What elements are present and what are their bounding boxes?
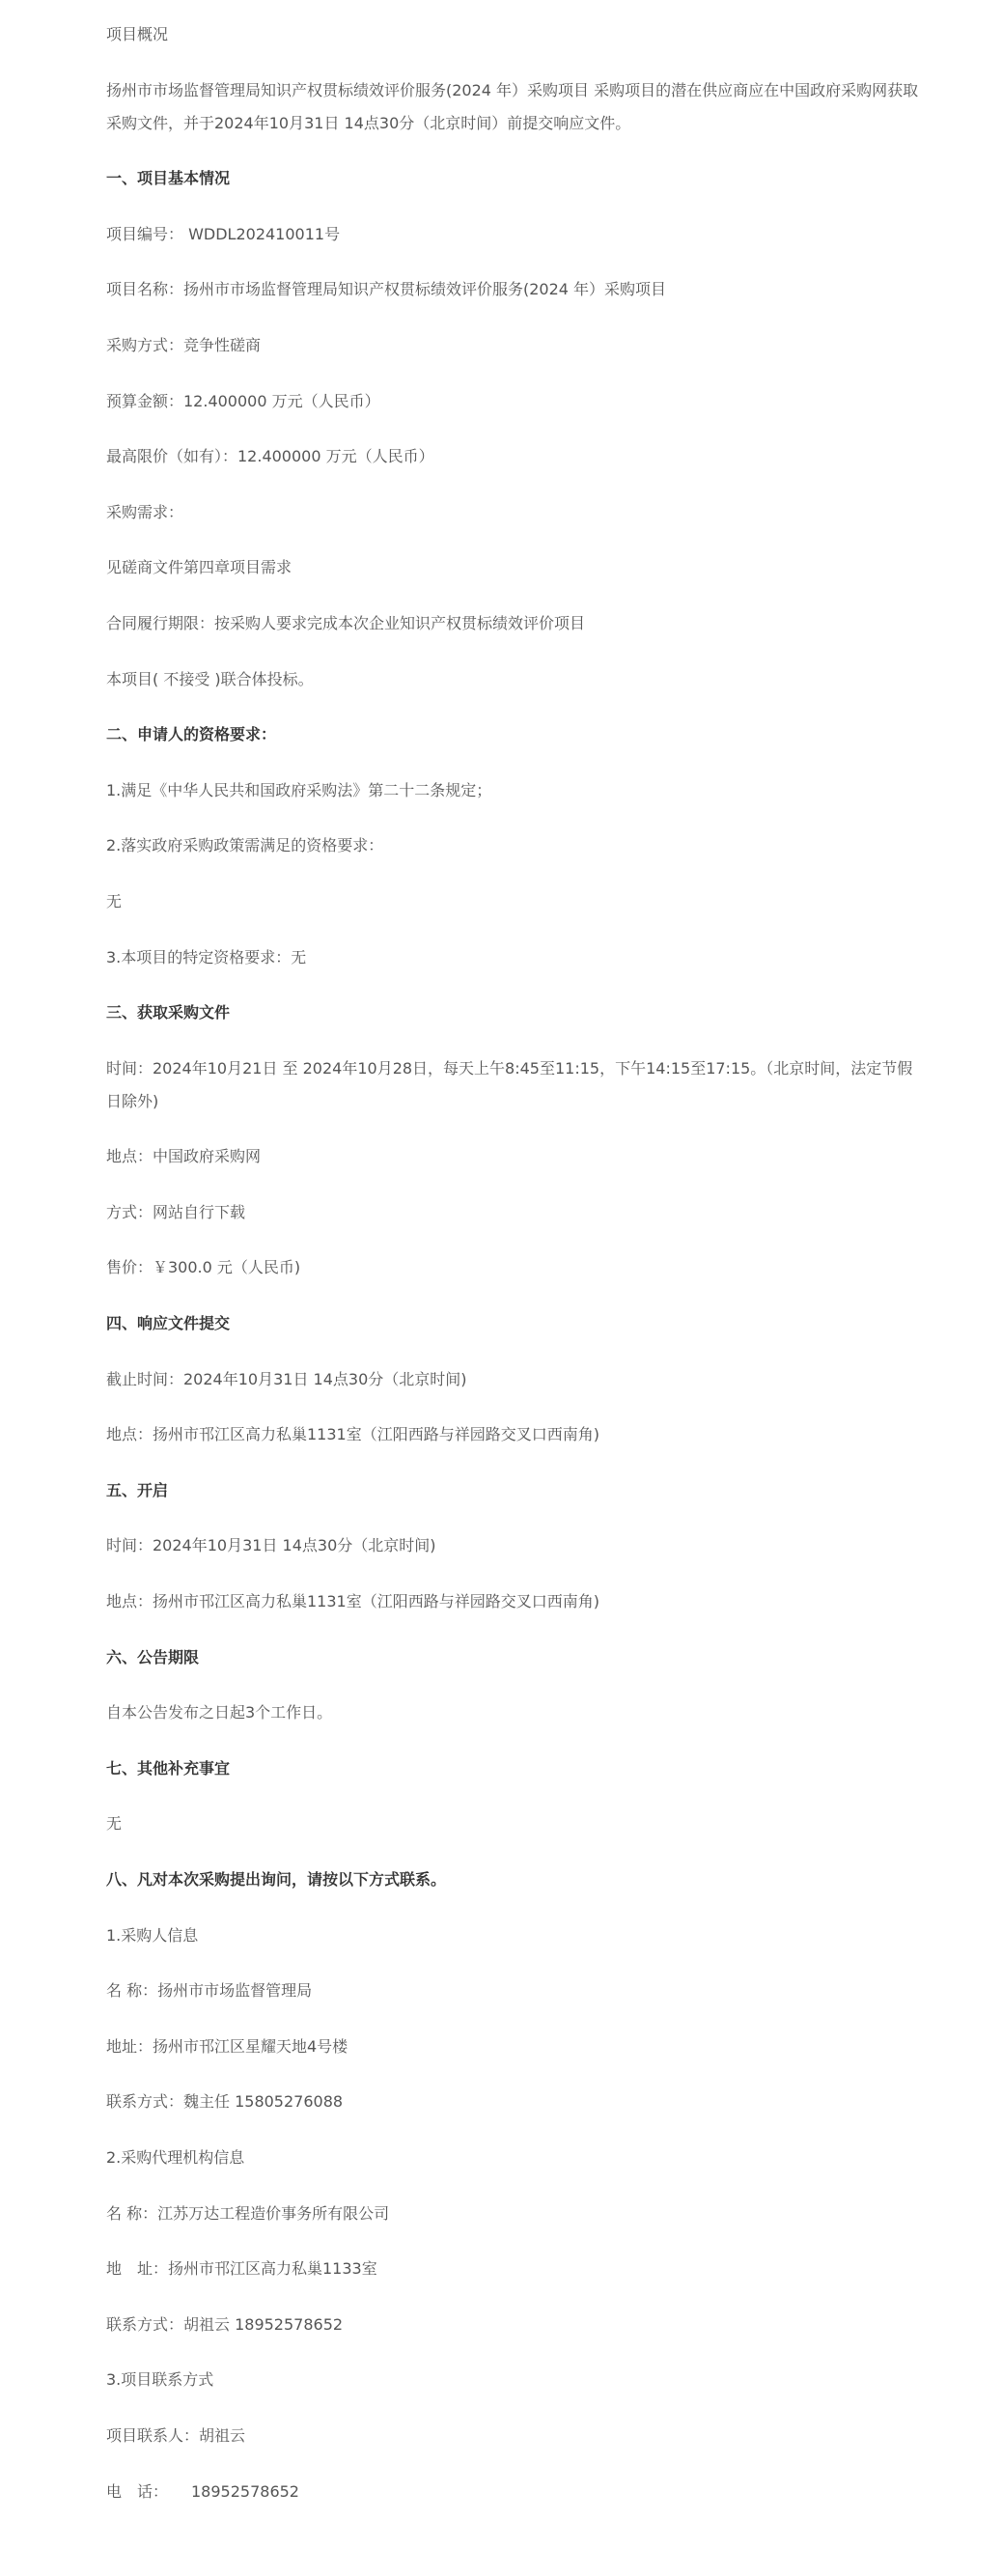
other-matters-value: 无 — [106, 1814, 123, 1833]
qualification-3: 3.本项目的特定资格要求：无 — [106, 948, 307, 966]
section-3-title: 三、获取采购文件 — [106, 1003, 231, 1022]
section-4-title: 四、响应文件提交 — [106, 1314, 231, 1332]
section-1-title: 一、项目基本情况 — [106, 169, 231, 187]
buyer-info-title: 1.采购人信息 — [106, 1926, 199, 1945]
agency-info-title: 2.采购代理机构信息 — [106, 2148, 245, 2167]
section-6-title: 六、公告期限 — [106, 1648, 200, 1666]
opening-time: 时间：2024年10月31日 14点30分（北京时间) — [106, 1536, 436, 1554]
section-8-title: 八、凡对本次采购提出询问，请按以下方式联系。 — [106, 1870, 447, 1889]
project-contact-person: 项目联系人：胡祖云 — [106, 2426, 246, 2445]
project-contact-title: 3.项目联系方式 — [106, 2370, 214, 2389]
agency-address: 地 址：扬州市邗江区高力私巢1133室 — [106, 2259, 377, 2278]
qualification-2: 2.落实政府采购政策需满足的资格要求： — [106, 836, 384, 854]
overview-title: 项目概况 — [106, 25, 169, 43]
max-price: 最高限价（如有）：12.400000 万元（人民币） — [106, 447, 434, 465]
agency-name: 名 称：江苏万达工程造价事务所有限公司 — [106, 2204, 390, 2223]
opening-place: 地点：扬州市邗江区高力私巢1131室（江阳西路与祥园路交叉口西南角) — [106, 1592, 599, 1610]
qualification-2-value: 无 — [106, 892, 123, 910]
get-document-place: 地点：中国政府采购网 — [106, 1147, 262, 1165]
requirement-text: 见磋商文件第四章项目需求 — [106, 558, 292, 576]
contract-term: 合同履行期限：按采购人要求完成本次企业知识产权贯标绩效评价项目 — [106, 614, 586, 632]
notice-period: 自本公告发布之日起3个工作日。 — [106, 1703, 333, 1722]
project-name: 项目名称：扬州市市场监督管理局知识产权贯标绩效评价服务(2024 年）采购项目 — [106, 280, 667, 298]
project-contact-phone: 电 话： 18952578652 — [106, 2482, 299, 2501]
section-7-title: 七、其他补充事宜 — [106, 1759, 231, 1778]
budget-amount: 预算金额：12.400000 万元（人民币） — [106, 392, 380, 410]
get-document-time: 时间：2024年10月21日 至 2024年10月28日，每天上午8:45至11:15，下午14:15至17:15。（北京时间，法定节假日除外) — [106, 1059, 913, 1110]
get-document-method: 方式：网站自行下载 — [106, 1203, 246, 1221]
section-2-title: 二、申请人的资格要求： — [106, 725, 277, 743]
submission-deadline: 截止时间：2024年10月31日 14点30分（北京时间) — [106, 1370, 467, 1388]
consortium-note: 本项目( 不接受 )联合体投标。 — [106, 670, 314, 688]
agency-contact: 联系方式：胡祖云 18952578652 — [106, 2315, 344, 2334]
submission-place: 地点：扬州市邗江区高力私巢1131室（江阳西路与祥园路交叉口西南角) — [106, 1425, 599, 1443]
buyer-name: 名 称：扬州市市场监督管理局 — [106, 1981, 313, 2000]
document-price: 售价：￥300.0 元（人民币) — [106, 1258, 301, 1276]
qualification-1: 1.满足《中华人民共和国政府采购法》第二十二条规定； — [106, 781, 492, 799]
buyer-address: 地址：扬州市邗江区星耀天地4号楼 — [106, 2037, 348, 2056]
requirement-label: 采购需求： — [106, 503, 184, 521]
project-number: 项目编号： WDDL202410011号 — [106, 225, 341, 243]
overview-text: 扬州市市场监督管理局知识产权贯标绩效评价服务(2024 年）采购项目 采购项目的潜在供应商应在中国政府采购网获取采购文件，并于2024年10月31日 14点30分（北京时间）前提交响应文件。 — [106, 81, 919, 132]
buyer-contact: 联系方式：魏主任 15805276088 — [106, 2092, 344, 2111]
procurement-method: 采购方式：竞争性磋商 — [106, 336, 262, 354]
section-5-title: 五、开启 — [106, 1481, 169, 1499]
